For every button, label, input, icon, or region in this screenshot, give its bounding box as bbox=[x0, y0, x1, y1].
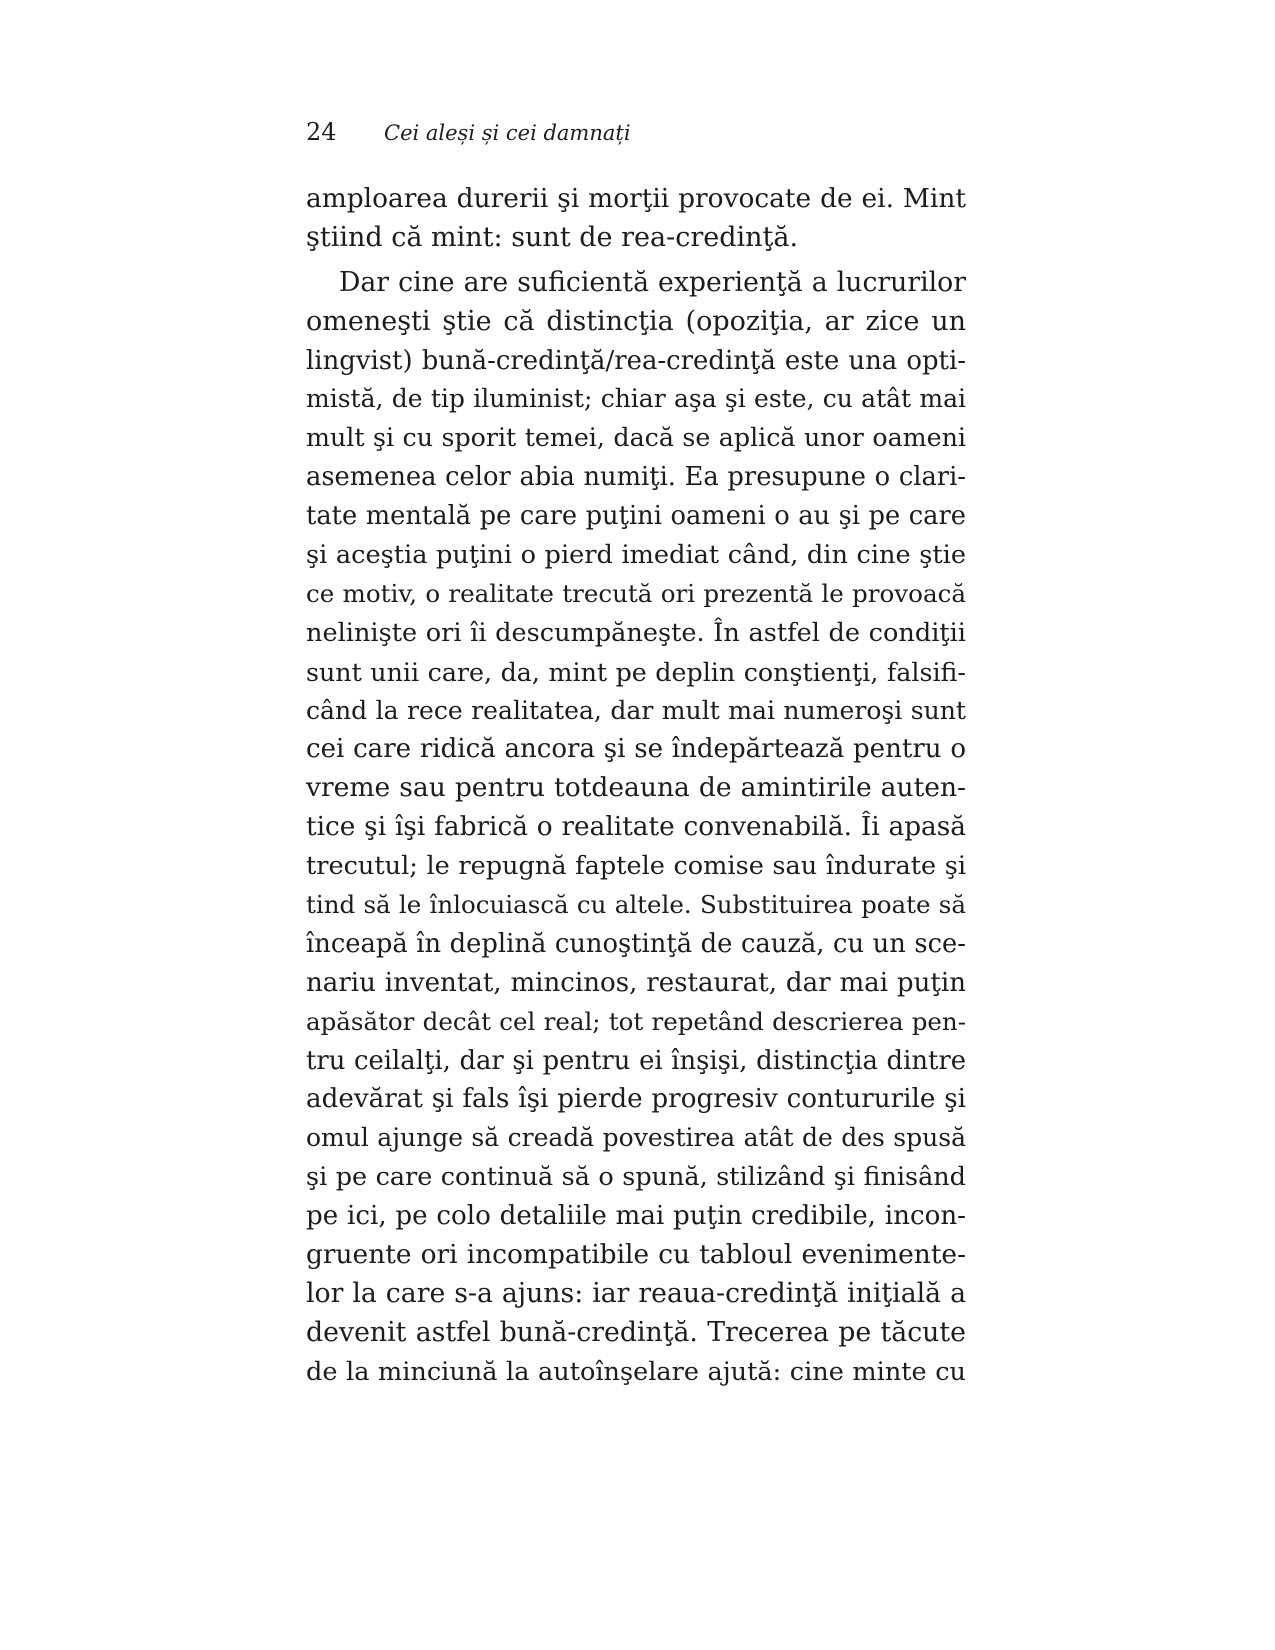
text-line: şi pe care continuă să o spună, stilizând şi finisând bbox=[306, 1162, 966, 1193]
text-line: mult şi cu sporit temei, dacă se aplică unor oameni bbox=[306, 423, 966, 453]
running-head bbox=[306, 118, 631, 158]
text-line: sunt unii care, da, mint pe deplin conştienţi, falsifi- bbox=[306, 656, 966, 687]
text-line: vreme sau pentru totdeauna de amintirile auten- bbox=[306, 772, 966, 804]
text-line: pe ici, pe colo detaliile mai puţin credibile, incon- bbox=[306, 1201, 966, 1232]
body-text bbox=[306, 180, 966, 1392]
text-line: mistă, de tip iluminist; chiar aşa şi este, cu atât mai bbox=[306, 384, 966, 414]
text-line: adevărat şi fals îşi pierde progresiv contururile şi bbox=[306, 1084, 966, 1115]
text-line: când la rece realitatea, dar mult mai numeroşi sunt bbox=[306, 695, 966, 725]
paragraph bbox=[306, 264, 966, 1392]
text-line: de la minciună la autoînşelare ajută: cine minte cu bbox=[306, 1356, 966, 1387]
paragraph bbox=[306, 180, 966, 258]
text-line: lor la care s-a ajuns: iar reaua-credinţă iniţială a bbox=[306, 1277, 966, 1309]
text-line: tru ceilalţi, dar şi pentru ei înşişi, distincţia dintre bbox=[306, 1045, 966, 1076]
text-line: înceapă în deplină cunoştinţă de cauză, cu un sce- bbox=[306, 928, 966, 959]
text-line: nariu inventat, mincinos, restaurat, dar mai puţin bbox=[306, 967, 966, 998]
text-line: devenit astfel bună-credinţă. Trecerea pe tăcute bbox=[306, 1316, 966, 1348]
text-line: amploarea durerii şi morţii provocate de ei. Mint bbox=[306, 183, 966, 214]
text-line: lingvist) bună-credinţă/rea-credinţă este una opti- bbox=[306, 345, 966, 376]
text-line: trecutul; le repugnă faptele comise sau îndurate şi bbox=[306, 851, 966, 882]
book-title: Cei aleși și cei damnați bbox=[384, 121, 631, 145]
text-line: tate mentală pe care puţini oameni o au şi pe care bbox=[306, 501, 966, 532]
text-line: nelinişte ori îi descumpăneşte. În astfel de condiţii bbox=[306, 617, 966, 648]
text-line: asemenea celor abia numiţi. Ea presupune o clari- bbox=[306, 462, 966, 493]
text-line: omul ajunge să creadă povestirea atât de des spusă bbox=[306, 1123, 966, 1153]
page-number: 24 bbox=[306, 118, 337, 146]
text-line: tind să le înlocuiască cu altele. Substituirea poate să bbox=[306, 890, 966, 920]
text-line: gruente ori incompatibile cu tabloul evenimente- bbox=[306, 1239, 966, 1271]
text-line: apăsător decât cel real; tot repetând descrierea pen- bbox=[306, 1006, 966, 1036]
text-line: omeneşti ştie că distincţia (opoziţia, ar zice un bbox=[306, 305, 966, 337]
text-line: ştiind că mint: sunt de rea-credinţă. bbox=[306, 221, 799, 253]
text-line: tice şi îşi fabrică o realitate convenabilă. Îi apasă bbox=[306, 812, 966, 843]
text-line: Dar cine are suficientă experienţă a lucrurilor bbox=[339, 266, 966, 298]
text-line: cei care ridică ancora şi se îndepărtează pentru o bbox=[306, 734, 966, 765]
text-line: şi aceştia puţini o pierd imediat când, din cine ştie bbox=[306, 540, 966, 571]
text-line: ce motiv, o realitate trecută ori prezentă le provoacă bbox=[306, 578, 966, 608]
